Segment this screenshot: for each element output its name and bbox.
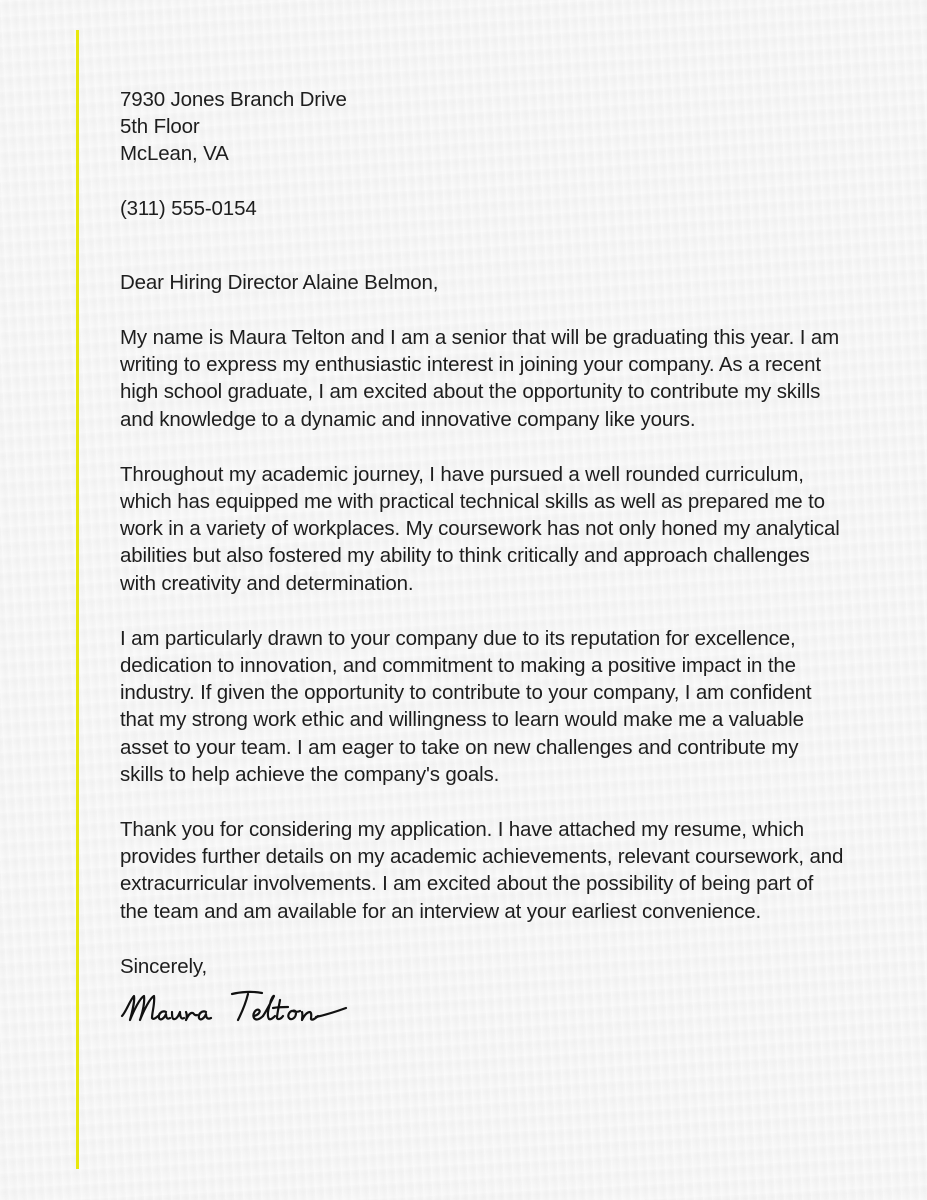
- address-line-floor: 5th Floor: [120, 115, 200, 139]
- sender-phone: (311) 555-0154: [120, 196, 257, 220]
- body-paragraph-academics: Throughout my academic journey, I have pursued a well rounded curriculum, which has equipped me with practical technical skills as well as prepared me to work in a variety of workplaces. My coursework has not only honed my analytical abilities but also fostered my ability to think critically and approach challenges with creativity and determination.: [120, 462, 840, 595]
- salutation: Dear Hiring Director Alaine Belmon,: [120, 270, 439, 294]
- accent-vertical-line: [76, 30, 79, 1169]
- address-line-street: 7930 Jones Branch Drive: [120, 88, 347, 111]
- closing: Sincerely,: [120, 954, 207, 978]
- body-paragraph-interest: I am particularly drawn to your company due to its reputation for excellence, dedication to innovation, and commitment to making a positive impact in the industry. If given the opportunity to contribute to your company, I am confident that my strong work ethic and willingness to learn would make me a valuable asset to your team. I am eager to take on new challenges and contribute my skills to help achieve the company's goals.: [120, 626, 812, 786]
- signature-icon: [120, 986, 360, 1036]
- handwritten-signature: [120, 986, 360, 1036]
- address-line-city: McLean, VA: [120, 142, 229, 166]
- body-paragraph-thanks: Thank you for considering my application. I have attached my resume, which provides further details on my academic achievements, relevant coursework, and extracurricular involvements. I am excited about the possibility of being part of the team and am available for an interview at your earliest convenience.: [120, 818, 844, 923]
- sender-address: [120, 86, 845, 168]
- body-paragraph-intro: My name is Maura Telton and I am a senior that will be graduating this year. I am writing to express my enthusiastic interest in joining your company. As a recent high school graduate, I am excited about the opportunity to contribute my skills and knowledge to a dynamic and innovative company like yours.: [120, 326, 840, 431]
- cover-letter: [120, 86, 845, 1036]
